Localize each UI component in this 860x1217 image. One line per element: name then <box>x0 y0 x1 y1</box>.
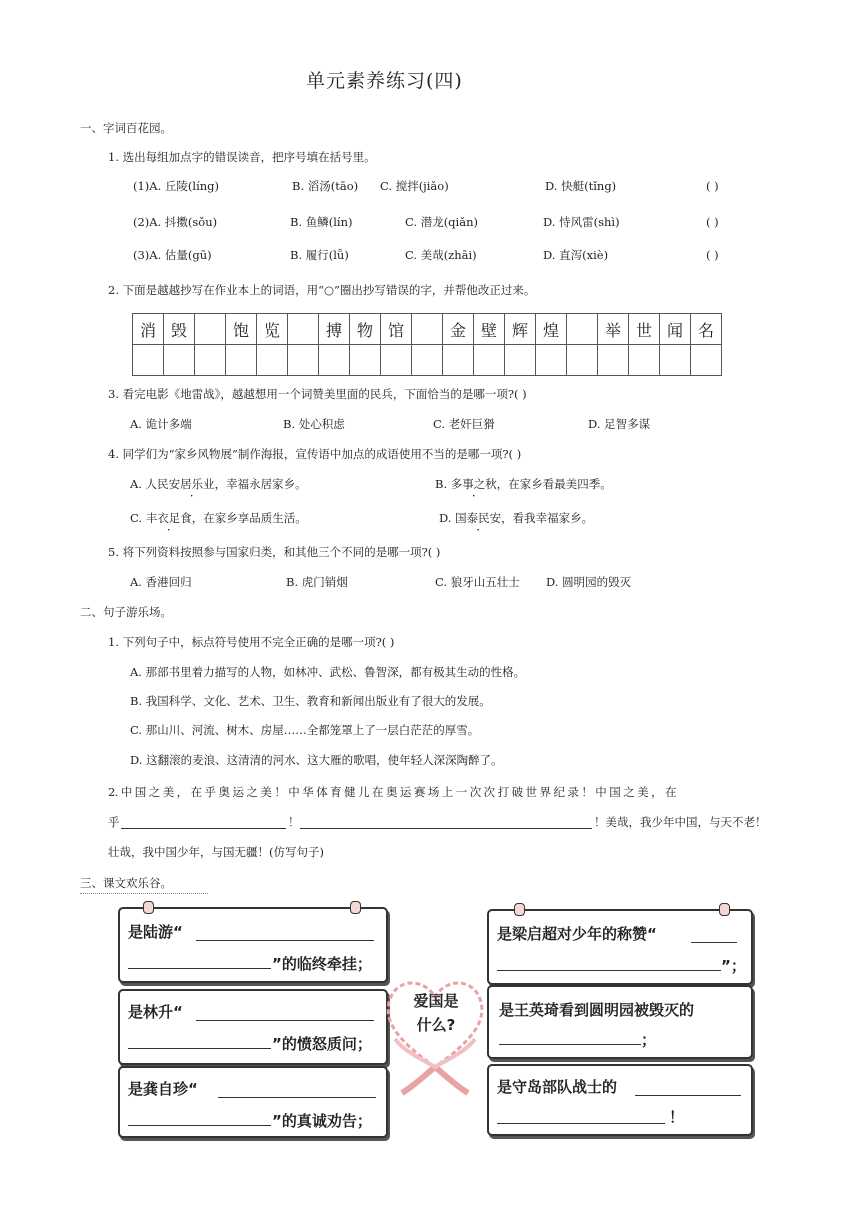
option-b: B. 处心积虑 <box>283 417 345 431</box>
answer-blank[interactable] <box>497 970 721 971</box>
sign-board <box>118 1066 388 1138</box>
answer-cell[interactable] <box>474 345 505 376</box>
imitation-line-2-start: 乎 <box>108 815 120 829</box>
dotted-idiom: 安居乐业 <box>168 477 215 491</box>
question-stem: 1. 下列句子中，标点符号使用不完全正确的是哪一项?( ) <box>108 635 395 649</box>
board-text-2: ！ <box>669 1108 685 1126</box>
answer-cell[interactable] <box>412 345 443 376</box>
section-heading: 三、课文欢乐谷。 <box>80 876 172 890</box>
pin-icon <box>350 901 361 914</box>
option-prefix: A. 人民 <box>130 477 169 491</box>
answer-cell[interactable] <box>660 345 691 376</box>
pin-icon <box>514 903 525 916</box>
option-prefix: B. <box>435 477 451 491</box>
grid-cell <box>412 314 443 345</box>
option-a: A. 香港回归 <box>130 575 192 589</box>
option-a <box>130 477 307 491</box>
answer-paren: ( ) <box>706 179 719 193</box>
option-d: D. 圆明园的毁灭 <box>546 575 632 589</box>
option-c: C. 搅拌(jiǎo) <box>380 179 449 193</box>
pin-icon <box>719 903 730 916</box>
grid-cell <box>288 314 319 345</box>
grid-cell: 煌 <box>536 314 567 345</box>
sign-board <box>487 1064 753 1136</box>
board-text-1: 是梁启超对少年的称赞“ <box>497 925 657 943</box>
option-a: A. 诡计多端 <box>130 417 192 431</box>
sign-board <box>118 907 388 983</box>
question-stem: 1. 选出每组加点字的错误读音，把序号填在括号里。 <box>108 150 376 164</box>
option-d <box>439 511 593 525</box>
board-text-2: ”的临终牵挂； <box>272 955 372 973</box>
sign-board <box>487 985 753 1059</box>
sign-board <box>487 909 753 985</box>
option-c: C. 狼牙山五壮士 <box>435 575 520 589</box>
answer-cell[interactable] <box>226 345 257 376</box>
question-stem: 3. 看完电影《地雷战》，越越想用一个词赞美里面的民兵，下面恰当的是哪一项?( ) <box>108 387 527 401</box>
answer-cell[interactable] <box>567 345 598 376</box>
grid-cell: 壁 <box>474 314 505 345</box>
grid-cell: 世 <box>629 314 660 345</box>
imitation-line-1: 2. 中 国 之 美 ， 在 乎 奥 运 之 美 ！ 中 华 体 育 健 儿 在 奥 运 赛 场 上 一 次 次 打 破 世 界 纪 录 ！ 中 国 之 美 ， 在 <box>108 785 676 799</box>
center-title-line-2: 什么? <box>416 1016 456 1034</box>
grid-cell <box>567 314 598 345</box>
board-text-1: 是王英琦看到圆明园被毁灭的 <box>499 1001 695 1019</box>
grid-cell: 辉 <box>505 314 536 345</box>
answer-cell[interactable] <box>598 345 629 376</box>
option-b: B. 履行(lǚ) <box>290 248 349 262</box>
answer-cell[interactable] <box>691 345 722 376</box>
answer-paren: ( ) <box>706 215 719 229</box>
option-b <box>435 477 612 491</box>
board-text-2: ”的愤怒质问； <box>272 1035 372 1053</box>
option-a: (2)A. 抖擞(sǒu) <box>133 215 218 229</box>
answer-cell[interactable] <box>536 345 567 376</box>
answer-cell[interactable] <box>505 345 536 376</box>
answer-blank[interactable] <box>691 942 737 943</box>
option-c <box>130 511 307 525</box>
option-a: A. 那部书里着力描写的人物，如林冲、武松、鲁智深，都有极其生动的性格。 <box>130 665 526 679</box>
answer-blank[interactable] <box>128 968 271 969</box>
option-b: B. 虎门销烟 <box>286 575 348 589</box>
grid-cell: 览 <box>257 314 288 345</box>
grid-cell <box>195 314 226 345</box>
imitation-line-3: 壮哉，我中国少年，与国无疆！(仿写句子) <box>108 845 324 859</box>
imitation-line-2-mid: ！ <box>288 815 300 829</box>
answer-cell[interactable] <box>257 345 288 376</box>
center-title-line-1: 爱国是 <box>413 992 459 1010</box>
board-text-2: ”； <box>721 957 746 975</box>
option-b: B. 我国科学、文化、艺术、卫生、教育和新闻出版业有了很大的发展。 <box>130 694 491 708</box>
answer-blank[interactable] <box>499 1044 641 1045</box>
grid-cell: 举 <box>598 314 629 345</box>
option-d: D. 恃风雷(shì) <box>543 215 620 229</box>
board-text-1: 是守岛部队战士的 <box>497 1078 618 1096</box>
option-c: C. 美哉(zhāi) <box>405 248 477 262</box>
grid-cell: 饱 <box>226 314 257 345</box>
board-text-2: ； <box>641 1031 657 1049</box>
answer-blank[interactable] <box>196 940 374 941</box>
option-b: B. 鱼鳞(lín) <box>290 215 353 229</box>
answer-blank[interactable] <box>635 1095 741 1096</box>
grid-cell: 搏 <box>319 314 350 345</box>
heading-underline <box>80 893 208 894</box>
dotted-idiom: 国泰民安 <box>455 511 502 525</box>
option-d: D. 快艇(tǐng) <box>545 179 617 193</box>
dotted-idiom: 丰衣足食 <box>145 511 192 525</box>
grid-cell: 馆 <box>381 314 412 345</box>
option-prefix: D. <box>439 511 456 525</box>
section-heading: 二、句子游乐场。 <box>80 605 172 619</box>
answer-blank[interactable] <box>121 828 286 829</box>
option-d: D. 直泻(xiè) <box>543 248 609 262</box>
board-text-2: ”的真诚劝告； <box>272 1112 372 1130</box>
answer-cell[interactable] <box>164 345 195 376</box>
dotted-idiom: 多事之秋 <box>450 477 497 491</box>
copy-grid <box>132 313 722 376</box>
grid-cell: 消 <box>133 314 164 345</box>
pin-icon <box>143 901 154 914</box>
grid-cell: 名 <box>691 314 722 345</box>
section-heading: 一、字词百花园。 <box>80 121 172 135</box>
option-text: ，在家乡享品质生活。 <box>191 511 307 525</box>
board-text-1: 是龚自珍“ <box>128 1080 198 1098</box>
grid-cell: 闻 <box>660 314 691 345</box>
answer-cell[interactable] <box>288 345 319 376</box>
answer-blank[interactable] <box>196 1020 374 1021</box>
answer-cell[interactable] <box>629 345 660 376</box>
option-d: D. 足智多谋 <box>588 417 651 431</box>
grid-answer-row <box>133 345 722 376</box>
question-stem: 2. 下面是越越抄写在作业本上的词语，用“○”圈出抄写错误的字，并帮他改正过来。 <box>108 283 536 297</box>
grid-cell: 毁 <box>164 314 195 345</box>
page-title: 单元素养练习(四) <box>306 70 463 92</box>
option-c: C. 老奸巨猾 <box>433 417 495 431</box>
answer-cell[interactable] <box>350 345 381 376</box>
option-a: (1)A. 丘陵(líng) <box>133 179 220 193</box>
option-d: D. 这翻滚的麦浪、这清清的河水、这大雁的歌唱，使年轻人深深陶醉了。 <box>130 753 503 767</box>
grid-word-row <box>133 314 722 345</box>
grid-cell: 金 <box>443 314 474 345</box>
answer-paren: ( ) <box>706 248 719 262</box>
question-stem: 5. 将下列资料按照参与国家归类，和其他三个不同的是哪一项?( ) <box>108 545 441 559</box>
answer-cell[interactable] <box>195 345 226 376</box>
option-text: ，在家乡看最美四季。 <box>496 477 612 491</box>
sign-board <box>118 989 388 1065</box>
option-c: C. 那山川、河流、树木、房屋……全都笼罩上了一层白茫茫的厚雪。 <box>130 723 480 737</box>
board-text-1: 是林升“ <box>128 1003 183 1021</box>
answer-blank[interactable] <box>300 828 592 829</box>
answer-cell[interactable] <box>381 345 412 376</box>
answer-cell[interactable] <box>133 345 164 376</box>
question-stem: 4. 同学们为“家乡风物展”制作海报，宣传语中加点的成语使用不当的是哪一项?( ) <box>108 447 522 461</box>
grid-cell: 物 <box>350 314 381 345</box>
option-a: (3)A. 估量(gū) <box>133 248 212 262</box>
option-c: C. 潜龙(qiǎn) <box>405 215 478 229</box>
answer-blank[interactable] <box>218 1097 376 1098</box>
answer-blank[interactable] <box>128 1125 271 1126</box>
answer-cell[interactable] <box>319 345 350 376</box>
option-b: B. 滔汤(tāo) <box>292 179 359 193</box>
imitation-line-2-end: ！美哉，我少年中国，与天不老！ <box>594 815 767 829</box>
option-text: ，幸福永居家乡。 <box>214 477 307 491</box>
option-prefix: C. <box>130 511 146 525</box>
option-text: ，看我幸福家乡。 <box>501 511 594 525</box>
answer-blank[interactable] <box>128 1048 271 1049</box>
board-text-1: 是陆游“ <box>128 923 183 941</box>
answer-cell[interactable] <box>443 345 474 376</box>
answer-blank[interactable] <box>497 1123 665 1124</box>
